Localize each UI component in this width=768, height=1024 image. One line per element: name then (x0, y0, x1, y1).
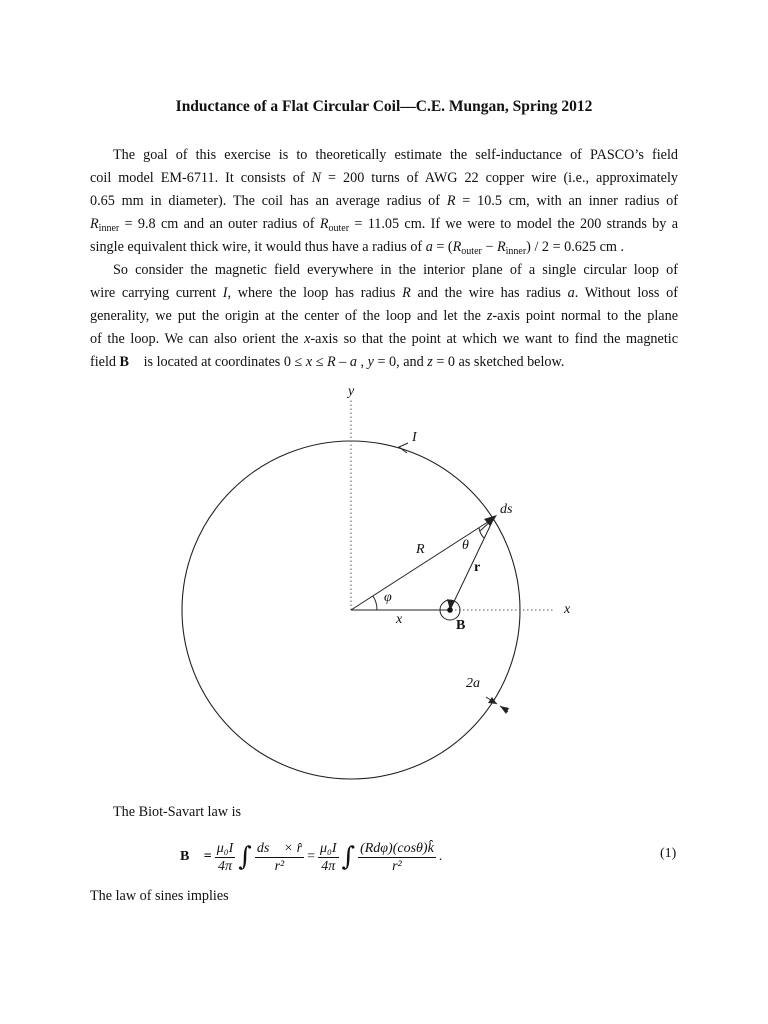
radius-line (351, 518, 494, 610)
field-point-dot (447, 607, 453, 613)
b-field-label: B⃗ (456, 618, 477, 633)
eq-integrand-1: $\frac{ds⃗ \times r̂}{\text{r²}}$ (256, 840, 303, 874)
y-axis-label: y (348, 384, 355, 399)
phi-angle-arc (373, 596, 377, 610)
equation-number: (1) (660, 846, 677, 861)
text-line: $R_{inner} = 9.8$ cm and an outer radius of $R_{outer} = 11.05$ cm. If we were to model the 200 strands by a (90, 216, 678, 234)
eq-lhs: B⃗ = (180, 849, 212, 864)
page-title: Inductance of a Flat Circular Coil—C.E. Mungan, Spring 2012 (175, 98, 593, 115)
ds-vector-arrowhead (484, 515, 497, 526)
text-line: single equivalent thick wire, it would thus have a radius of $a = (R_{outer} - R_{inner}) / 2 = 0.625$ cm . (90, 239, 625, 257)
x-segment-label: x (396, 612, 403, 627)
theta-label: θ (462, 538, 469, 553)
ds-label: ds⃗ (500, 502, 524, 517)
loop-diagram-svg (170, 378, 610, 783)
current-label: I (412, 430, 417, 445)
wire-width-arrowhead-2 (500, 706, 509, 714)
phi-label: φ (384, 590, 392, 605)
current-arrow (399, 443, 408, 453)
text-line: of the loop. We can also orient the x-axis so that the point at which we want to find the magnetic (90, 331, 679, 347)
text-line: The goal of this exercise is to theoretically estimate the self-inductance of PASCO’s field (113, 147, 678, 163)
biot-savart-intro: The Biot-Savart law is (113, 804, 242, 820)
integral-sign-1: ∫ (238, 842, 252, 872)
eq-period: . (438, 849, 443, 864)
integral-sign-2: ∫ (341, 842, 356, 872)
radius-label: R (416, 542, 425, 557)
r-vector-label: r⃗ (474, 560, 492, 575)
text-line: 0.65 mm in diameter). The coil has an average radius of R = 10.5 cm, with an inner radius of (90, 193, 678, 209)
text-line: generality, we put the origin at the center of the loop and let the z-axis point normal to the plane (90, 308, 678, 324)
eq-prefactor-2: $\frac{\text{μ₀I}}{4\pi}$ (319, 840, 337, 874)
eq-integrand-2: $\frac{\text{(Rdφ)(cosθ)k̂}}{\text{r²}}$ (360, 840, 434, 874)
loop-diagram (170, 378, 610, 783)
text-line: field B⃗ is located at coordinates 0 ≤ x ≤ R – a , y = 0, and z = 0 as sketched below. (90, 354, 565, 370)
text-line: wire carrying current I, where the loop has radius R and the wire has radius a. Without loss of (90, 285, 678, 301)
paragraph-setup (90, 259, 678, 374)
eq-equals: = (307, 849, 315, 864)
eq-prefactor-1: $\frac{\text{μ₀I}}{4\pi}$ (216, 840, 234, 874)
wire-diameter-label: 2a (466, 676, 480, 691)
x-axis-label: x (564, 602, 571, 617)
text-line: coil model EM-6711. It consists of N = 200 turns of AWG 22 copper wire (i.e., approximately (90, 170, 679, 186)
text-line: So consider the magnetic field everywhere in the interior plane of a single circular loop of (113, 262, 678, 278)
equation-1 (180, 834, 680, 880)
law-of-sines-intro: The law of sines implies (90, 888, 229, 904)
paragraph-intro (90, 144, 678, 259)
